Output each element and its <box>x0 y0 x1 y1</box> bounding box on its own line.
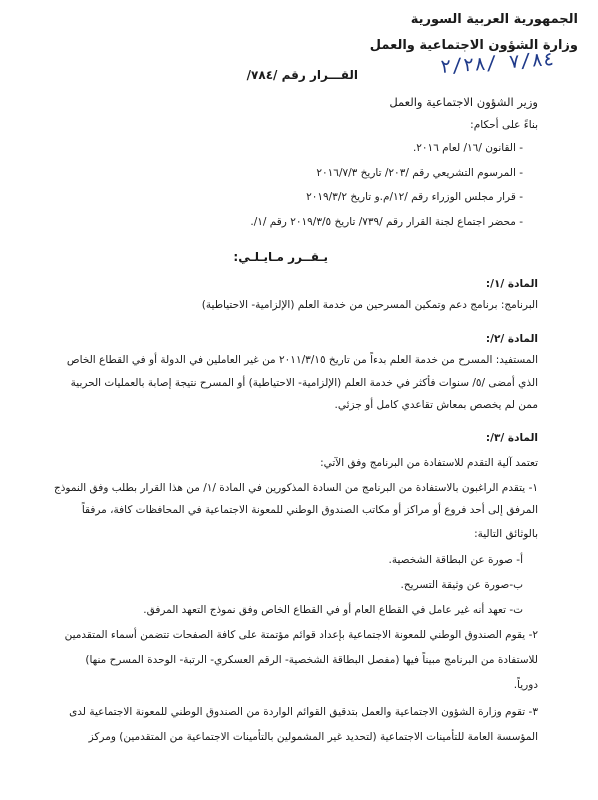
article-3-item-1-line: بالوثائق التالية: <box>474 528 538 540</box>
minister-title: وزير الشؤون الاجتماعية والعمل <box>389 95 538 109</box>
article-3-item-2-line: دورياً. <box>513 679 538 691</box>
article-2-line: الذي أمضى /٥/ سنوات فأكثر في خدمة العلم (الإلزامية- الاحتياطية) أو المسرح نتيجة إصابة بالعمليات الحربية <box>70 377 538 389</box>
article-3-item-3-line: المؤسسة العامة للتأمينات الاجتماعية (لتحديد غير المشمولين بالتأمينات الاجتماعية من المتقدمين) ومركز <box>88 731 538 743</box>
article-2-line: المستفيد: المسرح من خدمة العلم بدءاً من تاريخ ٢٠١١/٣/١٥ من غير العاملين في الدولة أو في القطاع الخاص <box>66 354 538 366</box>
reference-item: - محضر اجتماع لجنة القرار رقم /٧٣٩/ تاريخ ٢٠١٩/٣/٥ رقم /١/. <box>250 216 523 228</box>
reference-item: - القانون /١٦/ لعام ٢٠١٦. <box>412 142 523 154</box>
country-heading: الجمهورية العربية السورية <box>410 12 578 27</box>
document-subitem: ب-صورة عن وثيقة التسريح. <box>400 579 523 591</box>
handwritten-date: ٧/٨٤ /٢/٢٨ <box>439 48 556 78</box>
decision-number: القـــرار رقم /٧٨٤/ <box>246 68 358 82</box>
article-2-title: المادة /٢/: <box>485 333 538 345</box>
reference-item: - قرار مجلس الوزراء رقم /١٢/م.و تاريخ ٢٠١٩/٣/٢ <box>306 191 523 203</box>
article-3-intro: تعتمد آلية التقدم للاستفادة من البرنامج وفق الآتي: <box>320 457 538 469</box>
reference-item: - المرسوم التشريعي رقم /٢٠٣/ تاريخ ٢٠١٦/٧/٣ <box>316 167 523 179</box>
article-3-item-1-line: ١- يتقدم الراغبون بالاستفادة من البرنامج من السادة المذكورين في المادة /١/ من هذا القرار بطلب وفق النموذج <box>53 482 538 494</box>
article-1-text: البرنامج: برنامج دعم وتمكين المسرحين من خدمة العلم (الإلزامية- الاحتياطية) <box>201 299 538 311</box>
article-1-title: المادة /١/: <box>485 278 538 290</box>
decides-heading: يـقــرر مـايـلـي: <box>233 250 328 264</box>
article-3-item-2-line: للاستفادة من البرنامج مبيناً فيها (مفصل البطاقة الشخصية- الرقم العسكري- الرتبة- الوحدة المسرح منها) <box>85 654 538 666</box>
article-3-title: المادة /٣/: <box>485 432 538 444</box>
article-3-item-2-line: ٢- يقوم الصندوق الوطني للمعونة الاجتماعية بإعداد قوائم مؤتمتة على كافة الصفحات تتضمن أسماء المتقدمين <box>64 629 538 641</box>
ministry-heading: وزارة الشؤون الاجتماعية والعمل <box>369 38 578 53</box>
article-3-item-3-line: ٣- تقوم وزارة الشؤون الاجتماعية والعمل بتدقيق القوائم الواردة من الصندوق الوطني للمعونة الاجتماعية لدى <box>69 706 538 718</box>
article-2-line: ممن لم يخصص بمعاش تقاعدي كامل أو جزئي. <box>334 399 538 411</box>
document-subitem: أ- صورة عن البطاقة الشخصية. <box>388 554 523 566</box>
article-3-item-1-line: المرفق إلى أحد فروع أو مراكز أو مكاتب الصندوق الوطني للمعونة الاجتماعية في المحافظات كافة، مرفقاً <box>81 504 538 516</box>
based-on-label: بناءً على أحكام: <box>470 119 538 131</box>
document-subitem: ت- تعهد أنه غير عامل في القطاع العام أو في القطاع الخاص وفق نموذج التعهد المرفق. <box>143 604 523 616</box>
